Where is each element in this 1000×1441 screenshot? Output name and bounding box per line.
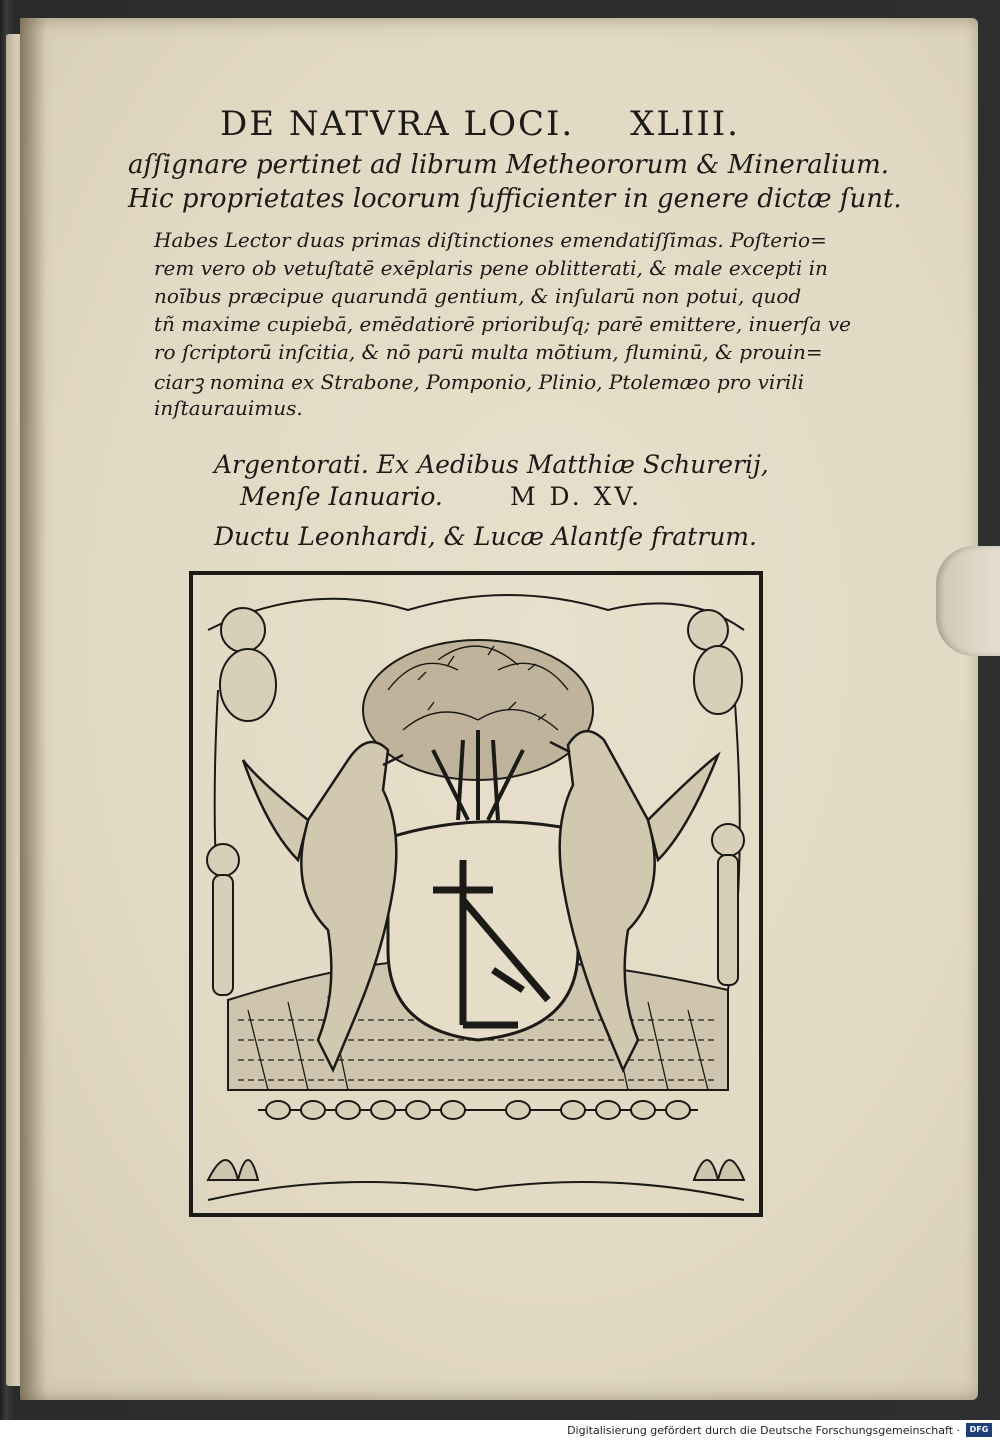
colophon-year: M D. XV. xyxy=(510,482,643,511)
digitization-credit: Digitalisierung gefördert durch die Deutsche Forschungsgemeinschaft · xyxy=(567,1424,960,1437)
tree-illustration xyxy=(363,640,593,820)
heraldic-shield xyxy=(388,822,578,1040)
colophon-line-3: Ductu Leonhardi, & Lucæ Alantſe fratrum. xyxy=(214,522,757,551)
bookmark-tab xyxy=(936,546,1000,656)
colophon-line-1: Argentorati. Ex Aedibus Matthiæ Schurerij, xyxy=(214,450,769,479)
closing-line-2: Hic proprietates locorum ſufficienter in genere dictæ ſunt. xyxy=(128,184,902,214)
note-line-3: noībus præcipue quarundā gentium, & inſularū non potui, quod xyxy=(154,284,802,308)
note-line-2: rem vero ob vetuſtatē exēplaris pene oblitterati, & male excepti in xyxy=(154,256,828,280)
note-line-5: ro ſcriptorū inſcitia, & nō parū multa mōtium, fluminū, & prouin= xyxy=(154,340,823,364)
folio-number: XLIII. xyxy=(630,104,740,144)
colophon-month: Menſe Ianuario. xyxy=(240,482,443,511)
running-head xyxy=(220,104,740,144)
note-line-6: ciarꝫ nomina ex Strabone, Pomponio, Plinio, Ptolemæo pro virili xyxy=(154,370,805,394)
note-line-1: Habes Lector duas primas diſtinctiones emendatiſſimas. Poſterio= xyxy=(154,228,827,252)
bead-garland xyxy=(258,1101,698,1119)
spine-shadow xyxy=(20,18,46,1400)
note-line-4: tñ maxime cupiebā, emēdatiorē prioribuſq; parē emittere, inuerſa ve xyxy=(154,312,851,336)
leaf-ornament-icon xyxy=(208,1160,744,1180)
closing-line-1: aſſignare pertinet ad librum Metheororum & Mineralium. xyxy=(128,150,889,180)
note-line-7: inſtaurauimus. xyxy=(154,396,303,420)
running-head-title: DE NATVRA LOCI. xyxy=(220,104,575,144)
dfg-logo-icon: DFG xyxy=(966,1423,992,1437)
printers-mark-woodcut xyxy=(188,570,764,1218)
